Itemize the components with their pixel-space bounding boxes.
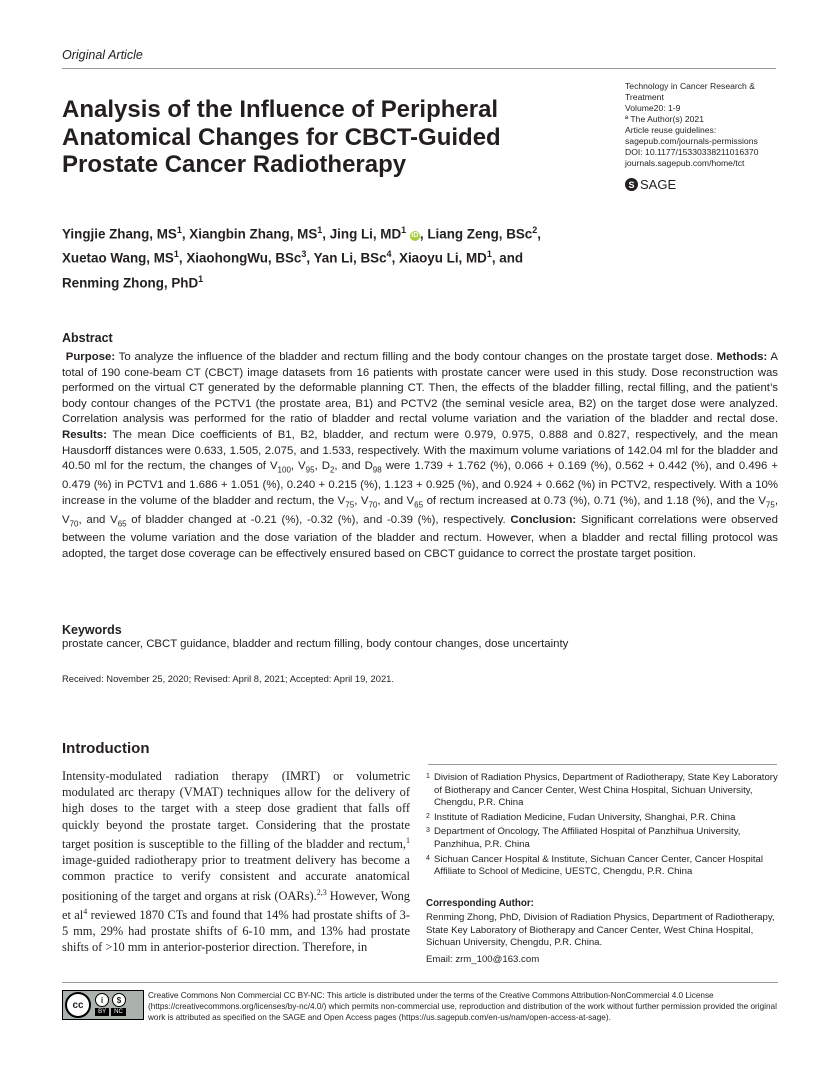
author-name: Xiaoyu Li, MD xyxy=(399,250,487,266)
results-text: , D xyxy=(314,460,330,473)
abstract-heading: Abstract xyxy=(62,331,113,345)
introduction-body xyxy=(62,768,410,956)
results-text: , and V xyxy=(78,513,118,526)
subscript: 65 xyxy=(117,518,127,528)
results-text: of bladder changed at -0.21 (%), -0.32 (%), and -0.39 (%), respectively. xyxy=(126,513,511,526)
noncommercial-icon: $ xyxy=(112,993,126,1007)
author-affiliation-ref: 1 xyxy=(198,273,204,284)
affiliation-number: 2 xyxy=(426,812,430,820)
introduction-heading: Introduction xyxy=(62,740,150,757)
author-name: Yingjie Zhang, MS xyxy=(62,226,177,242)
author-name: Yan Li, BSc xyxy=(313,250,387,266)
sage-logo-icon: S xyxy=(625,178,638,191)
purpose-label: Purpose: xyxy=(65,351,116,363)
affiliation-item xyxy=(426,854,778,879)
journal-line: ª The Author(s) 2021 xyxy=(625,114,704,124)
affiliation-text: Institute of Radiation Medicine, Fudan University, Shanghai, P.R. China xyxy=(434,811,736,823)
author-affiliation-ref: 2 xyxy=(532,225,538,235)
citation-ref[interactable]: 4 xyxy=(83,906,88,916)
author-affiliation-ref: 1 xyxy=(401,225,407,235)
author-name: XiaohongWu, BSc xyxy=(186,250,302,266)
results-text: were 1.739 + 1.762 (%), 0.066 + 0.169 (%), 0.562 + 0.442 (%), and 0.496 + 0.479 (%) in PCTV1 and 1.686 + 1.051 (%), 0.240 + 0.215 (%), 1.123 + 0.925 (%), and 0.924 + 0.662 (%) in PCTV2, respectively. With a 10% increase in the volume of the bladder and rectum, the V xyxy=(62,460,778,507)
affiliation-text: Department of Oncology, The Affiliated Hospital of Panzhihua University, Panzhihua, P.R. China xyxy=(434,826,741,850)
affiliation-number: 3 xyxy=(426,827,430,835)
keywords-text: prostate cancer, CBCT guidance, bladder and rectum filling, body contour changes, dose uncertainty xyxy=(62,638,569,650)
journal-url[interactable]: journals.sagepub.com/home/tct xyxy=(625,158,745,168)
author-name: Xiangbin Zhang, MS xyxy=(189,226,318,242)
methods-text: A total of 190 cone-beam CT (CBCT) image datasets from 16 patients with prostate cancer were used in this study. Dose reconstruction was performed on the virtual CT generated by the deformable planning CT. Then, the effects of the bladder filling, rectal filling, and the patient’s body contour changes of the PCTV1 (the prostate area, B1) and PCTV2 (the seminal vesicle area, B2) on the target dose were analyzed. Correlation analysis was performed for the ratio of bladder and rectal volume variation and the variation of the bladder and rectal dose. xyxy=(62,351,778,426)
subscript: 70 xyxy=(368,499,378,509)
journal-line: Volume20: 1-9 xyxy=(625,103,681,113)
doi-line[interactable]: DOI: 10.1177/15330338211016370 xyxy=(625,147,759,157)
author-separator: , xyxy=(419,226,428,242)
abstract-body xyxy=(62,350,778,563)
results-text: The mean Dice coefficients of B1, B2, bladder, and rectum were 0.979, 0.975, 0.888 and 0.827, respectively, and the mean Hausdorff distances were 0.633, 1.505, 2.075, and 1.533, respectively. With the maximum volume variations of 142.04 ml for the bladder and 40.50 ml for the rectum, the changes of V xyxy=(62,428,778,473)
by-tag: BY xyxy=(95,1008,109,1016)
journal-line: Treatment xyxy=(625,92,664,102)
subscript: 100 xyxy=(277,465,291,475)
article-title: Analysis of the Influence of Peripheral Anatomical Changes for CBCT-Guided Prostate Cancer Radiotherapy xyxy=(62,96,501,178)
citation-ref[interactable]: 2,3 xyxy=(316,887,327,897)
nc-tag: NC xyxy=(111,1008,126,1016)
attribution-icon: i xyxy=(95,993,109,1007)
affiliation-item xyxy=(426,826,778,851)
author-separator: , xyxy=(391,250,400,266)
purpose-text: To analyze the influence of the bladder and rectum filling and the body contour changes on the prostate target dose. xyxy=(115,351,713,363)
intro-text: Intensity-modulated radiation therapy (IMRT) or volumetric modulated arc therapy (VMAT) techniques allow for the delivery of high doses to the target with a steep dose gradient that falls off quickly beyond the prostate target. Considering that the prostate target position is susceptible to the filling of the bladder and rectum, xyxy=(62,769,410,851)
author-separator: , xyxy=(178,250,187,266)
author-affiliation-ref: 3 xyxy=(301,249,307,260)
author-name: Xuetao Wang, MS xyxy=(62,250,174,266)
affiliation-item xyxy=(426,812,778,825)
corresponding-author-heading: Corresponding Author: xyxy=(426,898,534,909)
subscript: 65 xyxy=(414,499,424,509)
affiliation-item xyxy=(426,772,778,810)
corresponding-author-text: Renming Zhong, PhD, Division of Radiation Physics, Department of Radiotherapy, State Key Laboratory of Biotherapy and Cancer Center, West China Hospital, Sichuan University, Chengdu, P.R. China. xyxy=(426,912,775,949)
corresponding-email[interactable]: Email: zrm_100@163.com xyxy=(426,954,540,965)
affiliation-number: 1 xyxy=(426,773,430,780)
intro-text: image-guided radiotherapy prior to treatment delivery has become a common practice to verify consistent and accurate anatomical positioning of the target and organs at risk (OARs). xyxy=(62,853,410,903)
subscript: 2 xyxy=(329,465,335,475)
author-separator: , xyxy=(306,250,314,266)
cc-attribute-icons xyxy=(95,991,126,1016)
results-text: , and V xyxy=(377,494,415,507)
article-type-label: Original Article xyxy=(62,48,143,62)
author-name: Liang Zeng, BSc xyxy=(427,226,533,242)
author-separator: , xyxy=(537,226,541,242)
journal-line: Article reuse guidelines: xyxy=(625,125,717,135)
subscript: 70 xyxy=(69,518,79,528)
sage-logo-text: SAGE xyxy=(640,177,677,192)
intro-text: However, Wong et al xyxy=(62,888,410,922)
cc-license-badge[interactable] xyxy=(62,990,144,1020)
author-separator: , xyxy=(181,226,190,242)
journal-line[interactable]: sagepub.com/journals-permissions xyxy=(625,136,758,146)
footer-divider xyxy=(62,982,778,983)
results-text: , V xyxy=(62,494,778,526)
subscript: 75 xyxy=(765,499,775,509)
license-text: Creative Commons Non Commercial CC BY-NC: This article is distributed under the terms of the Creative Commons Attribution-NonCommercial 4.0 License (https://creativecommons.org/licenses/by-nc/4.0/) which permits non-commercial use, reproduction and distribution of the work without further permission provided the original work is attributed as specified on the SAGE and Open Access pages (https://us.sagepub.com/en-us/nam/open-access-at-sage). xyxy=(148,991,777,1022)
cc-icon: cc xyxy=(65,992,91,1018)
author-name: Renming Zhong, PhD xyxy=(62,275,199,291)
results-text: , V xyxy=(354,494,369,507)
author-affiliation-ref: 1 xyxy=(176,225,182,235)
sage-logo xyxy=(625,177,676,192)
results-label: Results: xyxy=(62,428,107,441)
journal-metadata xyxy=(625,81,785,169)
results-text: , V xyxy=(290,460,306,473)
subscript: 98 xyxy=(372,465,382,475)
affiliations-divider xyxy=(428,764,777,765)
results-text: of rectum increased at 0.73 (%), 0.71 (%), and 1.18 (%), and the V xyxy=(423,494,766,507)
intro-text: reviewed 1870 CTs and found that 14% had prostate shifts of 3-5 mm, 29% had prostate shifts of 6-10 mm, and 13% had prostate shifts of >10 mm in anterior-posterior direction. Therefore, in xyxy=(62,908,410,955)
header-divider xyxy=(62,68,776,69)
journal-line: Technology in Cancer Research & xyxy=(625,81,755,91)
subscript: 75 xyxy=(345,499,355,509)
author-affiliation-ref: 1 xyxy=(317,225,323,235)
affiliations-list xyxy=(426,772,778,881)
subscript: 95 xyxy=(305,465,315,475)
citation-ref[interactable]: 1 xyxy=(406,835,410,845)
author-separator: , xyxy=(322,226,330,242)
conclusion-text: Significant correlations were observed between the volume variation and the dose variation of the bladder and rectum. However, when a bladder and rectal filling protocol was adopted, the target dose coverage can be effectively ensured based on CBCT guidance to correct the prostate target position. xyxy=(62,513,778,560)
affiliation-number: 4 xyxy=(426,854,430,862)
keywords-heading: Keywords xyxy=(62,623,122,637)
affiliation-text: Division of Radiation Physics, Department of Radiotherapy, State Key Laboratory of Biotherapy and Cancer Center, West China Hospital, Sichuan University, Chengdu, P.R. China xyxy=(434,772,778,809)
author-separator: , and xyxy=(491,250,524,266)
affiliation-text: Sichuan Cancer Hospital & Institute, Sichuan Cancer Center, Cancer Hospital Affiliate to School of Medicine, UESTC, Chengdu, P.R. China xyxy=(434,853,764,878)
author-list xyxy=(62,220,582,293)
orcid-icon[interactable]: iD xyxy=(411,232,419,240)
publication-dates: Received: November 25, 2020; Revised: April 8, 2021; Accepted: April 19, 2021. xyxy=(62,673,394,684)
author-affiliation-ref: 1 xyxy=(173,249,179,260)
author-name: Jing Li, MD xyxy=(329,226,402,242)
methods-label: Methods: xyxy=(716,351,768,363)
author-affiliation-ref: 4 xyxy=(386,249,392,260)
author-affiliation-ref: 1 xyxy=(486,249,492,260)
results-text: , and D xyxy=(334,460,373,473)
conclusion-label: Conclusion: xyxy=(510,513,577,526)
